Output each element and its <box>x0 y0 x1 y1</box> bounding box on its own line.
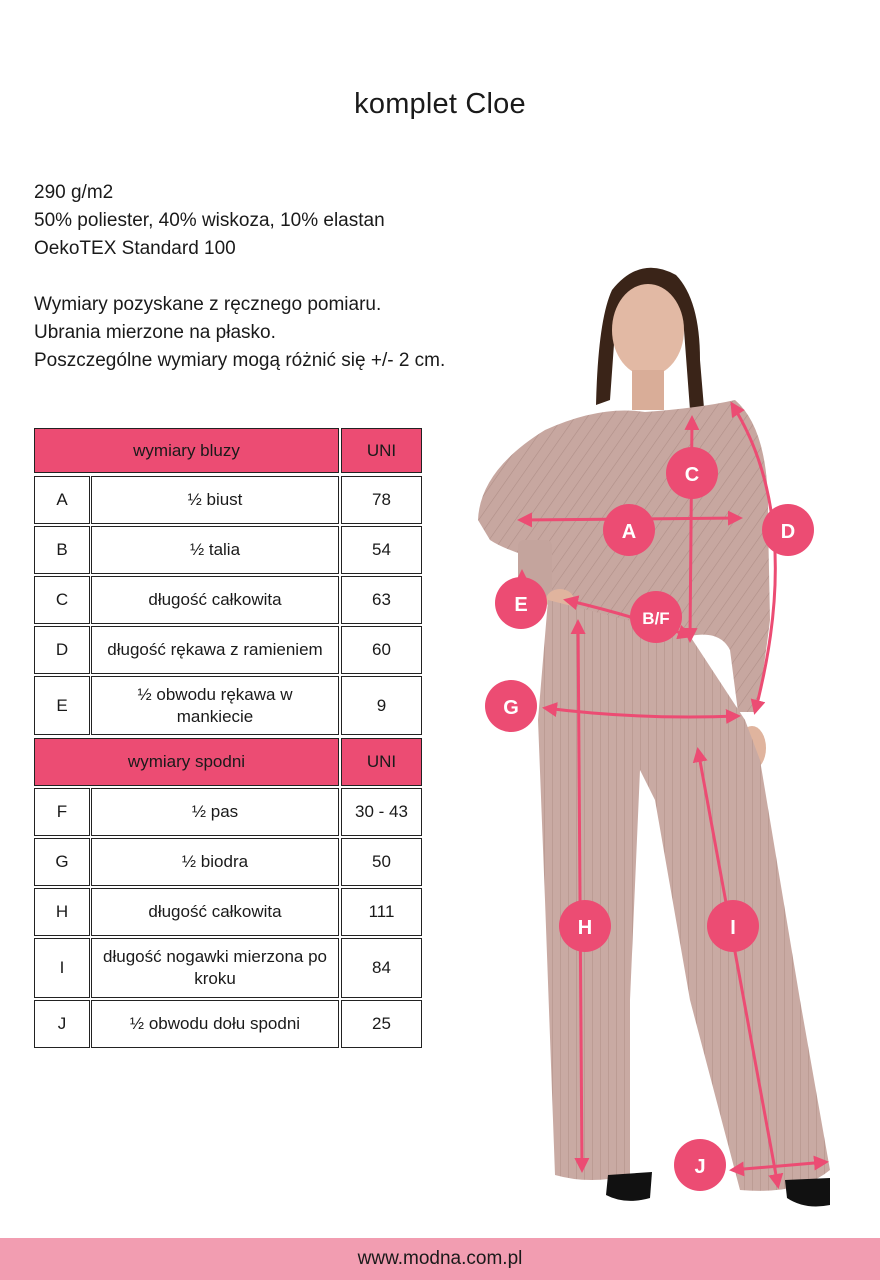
row-code: B <box>34 526 90 574</box>
right-shoe <box>785 1178 830 1206</box>
fabric-composition: 50% poliester, 40% wiskoza, 10% elastan <box>34 210 385 231</box>
row-name: ½ biodra <box>91 838 339 886</box>
svg-text:I: I <box>730 917 736 939</box>
footer-url[interactable]: www.modna.com.pl <box>357 1248 523 1269</box>
row-name: długość rękawa z ramieniem <box>91 626 339 674</box>
svg-text:C: C <box>684 464 700 486</box>
row-value: 63 <box>341 576 422 624</box>
footer <box>0 1238 880 1280</box>
neck <box>632 370 664 410</box>
note-line: Ubrania mierzone na płasko. <box>34 322 276 343</box>
svg-text:H: H <box>577 917 593 939</box>
row-name: długość całkowita <box>91 576 339 624</box>
row-code: G <box>34 838 90 886</box>
marker-bf <box>630 591 682 643</box>
top-header-size: UNI <box>341 428 422 473</box>
svg-text:A: A <box>621 521 637 543</box>
row-value: 54 <box>341 526 422 574</box>
svg-text:E: E <box>514 594 528 616</box>
svg-text:J: J <box>694 1156 706 1178</box>
row-code: I <box>34 938 90 998</box>
top-header-label: wymiary bluzy <box>34 428 339 473</box>
row-value: 25 <box>341 1000 422 1048</box>
marker-g <box>485 680 537 732</box>
note-line: Wymiary pozyskane z ręcznego pomiaru. <box>34 294 382 315</box>
material-info <box>34 179 385 263</box>
svg-text:B/F: B/F <box>642 609 670 628</box>
row-value: 30 - 43 <box>341 788 422 836</box>
note-line: Poszczególne wymiary mogą różnić się +/- 2 cm. <box>34 350 446 371</box>
certification: OekoTEX Standard 100 <box>34 238 236 259</box>
row-name: ½ biust <box>91 476 339 524</box>
row-code: H <box>34 888 90 936</box>
row-value: 60 <box>341 626 422 674</box>
bottom-header-size: UNI <box>341 738 422 786</box>
row-code: D <box>34 626 90 674</box>
marker-j <box>674 1139 726 1191</box>
svg-text:D: D <box>780 521 796 543</box>
marker-i <box>707 900 759 952</box>
row-name: długość nogawki mierzona po kroku <box>91 938 339 998</box>
marker-h <box>559 900 611 952</box>
row-code: E <box>34 676 90 735</box>
row-code: C <box>34 576 90 624</box>
row-value: 50 <box>341 838 422 886</box>
row-name: ½ obwodu dołu spodni <box>91 1000 339 1048</box>
face <box>612 284 684 376</box>
bottom-header-label: wymiary spodni <box>34 738 339 786</box>
left-shoe <box>606 1172 652 1201</box>
fabric-weight: 290 g/m2 <box>34 182 114 203</box>
row-code: F <box>34 788 90 836</box>
svg-text:G: G <box>503 697 519 719</box>
measurement-notes <box>34 291 445 375</box>
row-value: 9 <box>341 676 422 735</box>
row-name: długość całkowita <box>91 888 339 936</box>
row-name: ½ obwodu rękawa w mankiecie <box>91 676 339 735</box>
row-value: 78 <box>341 476 422 524</box>
row-value: 84 <box>341 938 422 998</box>
marker-a <box>603 504 655 556</box>
model-figure <box>470 250 880 1220</box>
row-name: ½ talia <box>91 526 339 574</box>
row-name: ½ pas <box>91 788 339 836</box>
marker-c <box>666 447 718 499</box>
marker-d <box>762 504 814 556</box>
row-code: A <box>34 476 90 524</box>
marker-e <box>495 577 547 629</box>
page-title: komplet Cloe <box>354 88 526 120</box>
row-value: 111 <box>341 888 422 936</box>
row-code: J <box>34 1000 90 1048</box>
